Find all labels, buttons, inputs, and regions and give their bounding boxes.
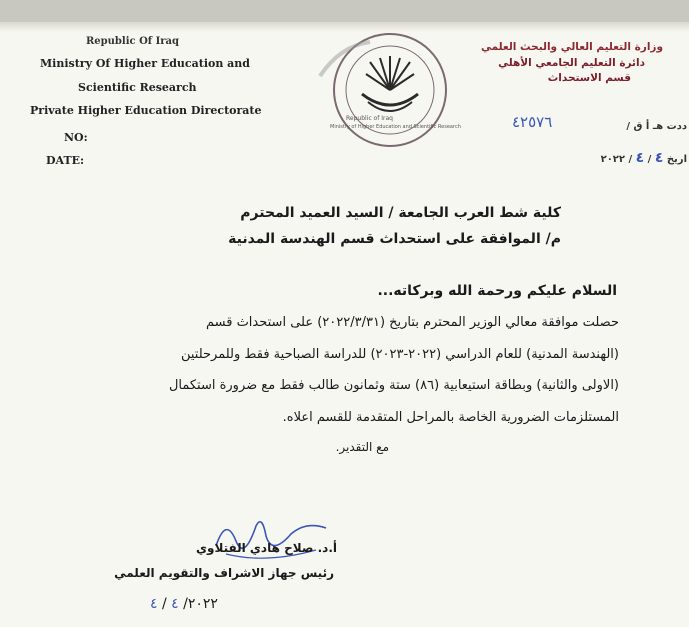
paragraph-line-4: المستلزمات الضرورية الخاصة بالمراحل المتقدمة للقسم اعلاه. bbox=[282, 410, 619, 425]
signature-date-year: ٢٠٢٢/ bbox=[183, 596, 218, 612]
header-ar-department: قسم الاستحداث bbox=[547, 72, 631, 84]
addressee-line: كلية شط العرب الجامعة / السيد العميد المحترم bbox=[240, 205, 561, 221]
ministry-seal-icon bbox=[310, 26, 458, 152]
signature-date-month: ٤ bbox=[171, 596, 179, 612]
header-en-ministry: Ministry Of Higher Education and bbox=[40, 57, 250, 70]
date-year: / ٢٠٢٢ bbox=[600, 154, 633, 165]
header-en-no-label: NO: bbox=[64, 131, 88, 144]
header-ar-directorate: دائرة التعليم الجامعي الأهلي bbox=[498, 57, 645, 69]
header-ar-ministry: وزارة التعليم العالي والبحث العلمي bbox=[480, 41, 663, 53]
handwritten-signature-icon bbox=[196, 506, 336, 566]
header-en-republic: Republic Of Iraq bbox=[86, 36, 180, 47]
paragraph-line-3: (الاولى والثانية) وبطاقة استيعابية (٨٦) ستة وثمانون طالب فقط مع ضرورة استكمال bbox=[168, 378, 619, 393]
paragraph-line-2: (الهندسة المدنية) للعام الدراسي (٢٠٢٢-٢٠٢٣) للدراسة الصباحية فقط وللمرحلتين bbox=[180, 347, 619, 362]
header-ar-date-label: اريخ ٤ / ٤ / ٢٠٢٢ bbox=[600, 150, 687, 166]
date-label: اريخ bbox=[666, 154, 687, 165]
seal-text-lower: Ministry of Higher Education and Scientific Research bbox=[330, 124, 461, 130]
date-day: ٤ bbox=[654, 150, 664, 166]
seal-text-upper: Republic of Iraq bbox=[346, 115, 393, 122]
handwritten-ref-number: ٤٢٥٧٦ bbox=[512, 113, 553, 131]
signature-date-day: ٤ bbox=[150, 596, 158, 612]
header-en-directorate: Private Higher Education Directorate bbox=[30, 104, 262, 117]
date-month: ٤ bbox=[635, 150, 645, 166]
signatory-name: أ.د. صلاح هادي الفتلاوي bbox=[196, 541, 337, 555]
header-ar-ref-label: ددت هـ أ ق / bbox=[626, 121, 687, 132]
scan-top-edge bbox=[0, 0, 689, 22]
closing-line: مع التقدير. bbox=[335, 440, 389, 454]
paragraph-line-1: حصلت موافقة معالي الوزير المحترم بتاريخ (٢٠٢٢/٣/٣١) على استحداث قسم bbox=[205, 315, 619, 330]
header-en-scientific: Scientific Research bbox=[78, 81, 197, 94]
header-en-date-label: DATE: bbox=[46, 154, 85, 167]
greeting-line: السلام عليكم ورحمة الله وبركاته... bbox=[377, 283, 617, 299]
subject-line: م/ الموافقة على استحداث قسم الهندسة المدنية bbox=[228, 231, 561, 247]
signatory-title: رئيس جهاز الاشراف والتقويم العلمي bbox=[114, 566, 334, 580]
signature-date: ٢٠٢٢/ ٤ / ٤ bbox=[150, 596, 218, 612]
